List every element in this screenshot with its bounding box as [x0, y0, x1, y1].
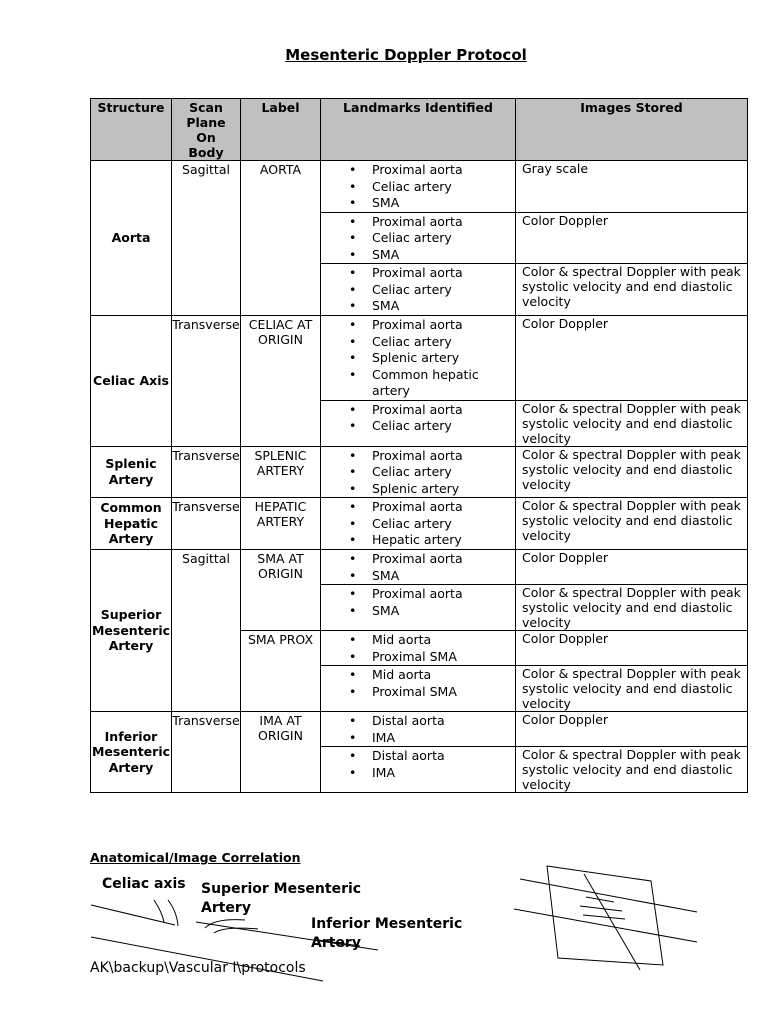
landmark-item: • SMA [321, 568, 515, 585]
landmark-item: • Celiac artery [321, 464, 515, 481]
label-cell: SMA AT ORIGIN [241, 550, 321, 631]
celiac-branch-line-2 [168, 900, 178, 926]
images-stored-cell: Color & spectral Doppler with peak systolic velocity and end diastolic velocity [516, 585, 748, 631]
structure-cell: Common Hepatic Artery [91, 498, 172, 550]
correlation-heading: Anatomical/Image Correlation [90, 850, 301, 865]
landmark-item: • Celiac artery [321, 282, 515, 299]
landmark-item: • Proximal aorta [321, 265, 515, 282]
landmark-item: • Splenic artery [321, 350, 515, 367]
landmark-item: • Proximal aorta [321, 586, 515, 603]
hatch-line-3 [583, 915, 625, 919]
image-plane-box [547, 866, 663, 965]
footer-path: AK\backup\Vascular I\protocols [90, 960, 306, 976]
label-cell: SMA PROX [241, 631, 321, 712]
header-structure: Structure [91, 99, 172, 161]
landmark-item: • Proximal aorta [321, 499, 515, 516]
label-cell: IMA AT ORIGIN [241, 712, 321, 793]
images-stored-cell: Color & spectral Doppler with peak systolic velocity and end diastolic velocity [516, 666, 748, 712]
landmark-item: • Proximal aorta [321, 551, 515, 568]
header-label: Label [241, 99, 321, 161]
scan-plane-cell: Transverse [172, 446, 241, 498]
landmark-item: • Proximal SMA [321, 684, 515, 701]
vessel-line-lower [514, 909, 697, 942]
landmark-item: • IMA [321, 730, 515, 747]
landmark-item: • SMA [321, 195, 515, 212]
images-stored-cell: Color Doppler [516, 550, 748, 585]
header-scan-plane: Scan Plane On Body [172, 99, 241, 161]
landmark-item: • Distal aorta [321, 713, 515, 730]
aorta-wall-upper-right [196, 922, 378, 950]
images-stored-cell: Color Doppler [516, 712, 748, 747]
scan-plane-cell: Sagittal [172, 550, 241, 712]
scan-plane-cell: Transverse [172, 498, 241, 550]
label-cell: SPLENIC ARTERY [241, 446, 321, 498]
landmark-item: • Proximal aorta [321, 317, 515, 334]
label-cell: HEPATIC ARTERY [241, 498, 321, 550]
images-stored-cell: Color Doppler [516, 212, 748, 264]
sma-label: Superior Mesenteric Artery [201, 881, 362, 916]
celiac-branch-line-1 [154, 900, 164, 922]
landmark-item: • Proximal aorta [321, 448, 515, 465]
plane-diagonal [584, 874, 640, 970]
label-cell: CELIAC AT ORIGIN [241, 316, 321, 447]
ima-branch-line [318, 940, 360, 946]
landmark-item: • Celiac artery [321, 334, 515, 351]
scan-plane-cell: Transverse [172, 316, 241, 447]
transducer-sketch [514, 866, 697, 970]
landmark-item: • Mid aorta [321, 667, 515, 684]
images-stored-cell: Color & spectral Doppler with peak systolic velocity and end diastolic velocity [516, 264, 748, 316]
structure-cell: Superior Mesenteric Artery [91, 550, 172, 712]
landmark-item: • Common hepatic artery [321, 367, 515, 400]
landmark-item: • Mid aorta [321, 632, 515, 649]
landmark-item: • IMA [321, 765, 515, 782]
ima-label: Inferior Mesenteric Artery [311, 916, 463, 951]
images-stored-cell: Color & spectral Doppler with peak systolic velocity and end diastolic velocity [516, 747, 748, 793]
landmark-item: • Celiac artery [321, 516, 515, 533]
landmark-item: • Proximal aorta [321, 402, 515, 419]
landmark-item: • Splenic artery [321, 481, 515, 498]
images-stored-cell: Color & spectral Doppler with peak systolic velocity and end diastolic velocity [516, 446, 748, 498]
structure-cell: Aorta [91, 161, 172, 316]
scan-plane-cell: Transverse [172, 712, 241, 793]
landmark-item: • Distal aorta [321, 748, 515, 765]
hatch-line-2 [580, 906, 622, 911]
landmark-item: • SMA [321, 247, 515, 264]
structure-cell: Splenic Artery [91, 446, 172, 498]
document-title: Mesenteric Doppler Protocol [285, 46, 527, 64]
vessel-line-upper [520, 879, 697, 912]
landmark-item: • Celiac artery [321, 418, 515, 435]
landmark-item: • Celiac artery [321, 179, 515, 196]
landmark-item: • Proximal aorta [321, 162, 515, 179]
celiac-axis-label: Celiac axis [102, 876, 186, 892]
images-stored-cell: Gray scale [516, 161, 748, 213]
landmark-item: • Proximal SMA [321, 649, 515, 666]
label-cell: AORTA [241, 161, 321, 316]
images-stored-cell: Color & spectral Doppler with peak systolic velocity and end diastolic velocity [516, 400, 748, 446]
header-images-stored: Images Stored [516, 99, 748, 161]
landmark-item: • Proximal aorta [321, 214, 515, 231]
landmark-item: • Celiac artery [321, 230, 515, 247]
landmark-item: • SMA [321, 298, 515, 315]
structure-cell: Celiac Axis [91, 316, 172, 447]
images-stored-cell: Color Doppler [516, 631, 748, 666]
landmark-item: • Hepatic artery [321, 532, 515, 549]
images-stored-cell: Color & spectral Doppler with peak systolic velocity and end diastolic velocity [516, 498, 748, 550]
scan-plane-cell: Sagittal [172, 161, 241, 316]
header-landmarks: Landmarks Identified [321, 99, 516, 161]
structure-cell: Inferior Mesenteric Artery [91, 712, 172, 793]
images-stored-cell: Color Doppler [516, 316, 748, 401]
landmark-item: • SMA [321, 603, 515, 620]
